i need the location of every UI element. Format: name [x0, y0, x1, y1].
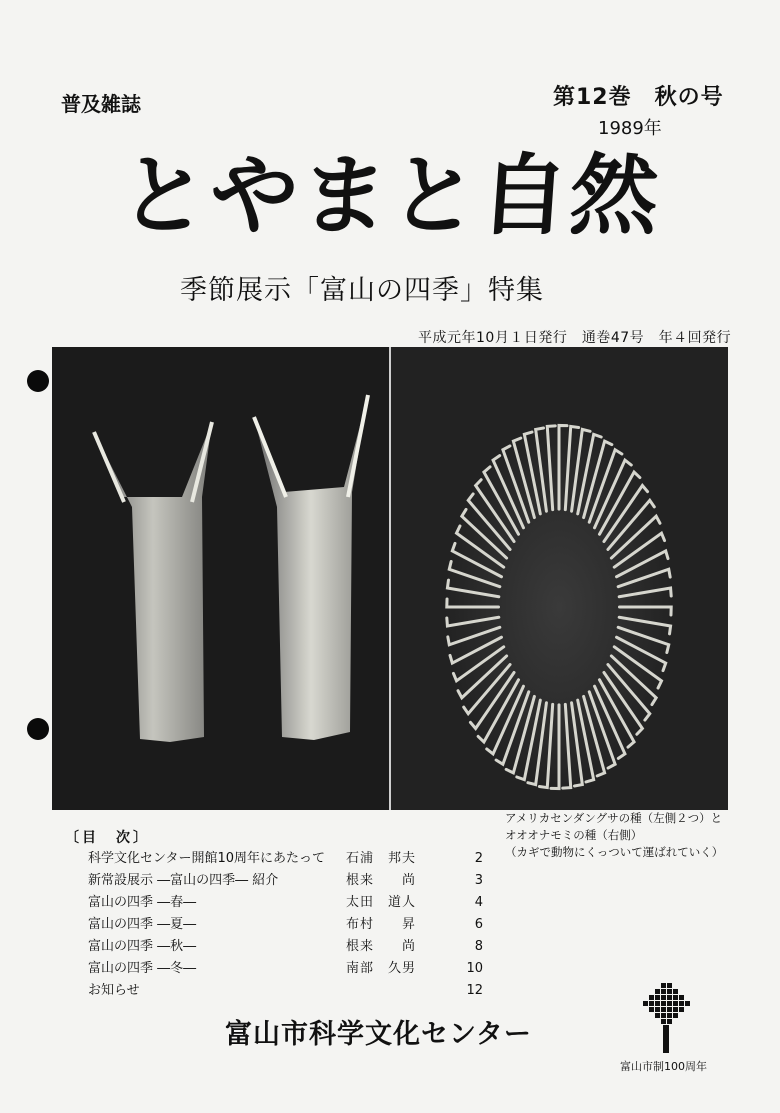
- seed-left: [94, 422, 212, 742]
- caption-line: アメリカセンダングサの種（左側２つ）と: [505, 811, 723, 825]
- caption-line: オオオナモミの種（右側）: [505, 828, 643, 842]
- toc-entry-title: お知らせ: [88, 983, 140, 998]
- toc-entry-author: 布村 昇: [346, 917, 417, 932]
- toc-entry[interactable]: [88, 936, 483, 958]
- toc-entry[interactable]: [88, 870, 483, 892]
- table-of-contents: [88, 848, 483, 1002]
- toc-entry-author: 太田 道人: [346, 895, 417, 910]
- cover-photo: [52, 347, 728, 810]
- toc-entry[interactable]: [88, 848, 483, 870]
- toc-entry-author: 南部 久男: [346, 961, 417, 976]
- feature-subtitle: 季節展示「富山の四季」特集: [180, 275, 544, 306]
- toc-entry-title: 科学文化センター開館10周年にあたって: [88, 851, 326, 866]
- toc-entry-page: 6: [474, 917, 483, 932]
- toc-entry[interactable]: [88, 914, 483, 936]
- toc-entry-page: 12: [466, 983, 483, 998]
- cocklebur-seed-photo: [391, 347, 728, 810]
- toc-entry-page: 10: [466, 961, 483, 976]
- binder-hole-bottom: [27, 718, 49, 740]
- bur-marigold-seeds-photo: [52, 347, 389, 810]
- year-label: 1989年: [598, 118, 662, 139]
- toc-entry-author: 石浦 邦夫: [346, 851, 417, 866]
- photo-caption: [505, 810, 723, 861]
- toc-entry-author: 根来 尚: [346, 939, 417, 954]
- publisher-name: 富山市科学文化センター: [225, 1019, 532, 1050]
- toc-entry[interactable]: [88, 980, 483, 1002]
- issue-info: 平成元年10月１日発行 通巻47号 年４回発行: [418, 330, 732, 346]
- toc-entry-title: 富山の四季 ―秋―: [88, 939, 197, 954]
- centennial-label: 富山市制100周年: [620, 1060, 707, 1073]
- caption-line: （カギで動物にくっついて運ばれていく）: [505, 845, 724, 859]
- series-label: 普及雑誌: [61, 92, 141, 116]
- toc-entry-title: 富山の四季 ―夏―: [88, 917, 197, 932]
- toc-entry-page: 4: [474, 895, 483, 910]
- toc-entry[interactable]: [88, 958, 483, 980]
- toc-entry-title: 富山の四季 ―冬―: [88, 961, 197, 976]
- binder-hole-top: [27, 370, 49, 392]
- volume-label: 第12巻 秋の号: [553, 85, 724, 110]
- seed-right: [254, 395, 368, 740]
- toc-entry-page: 8: [474, 939, 483, 954]
- magazine-title: とやまと自然: [116, 143, 664, 247]
- city-centennial-emblem-icon: [641, 983, 691, 1059]
- toc-entry-page: 2: [474, 851, 483, 866]
- toc-entry[interactable]: [88, 892, 483, 914]
- toc-entry-title: 富山の四季 ―春―: [88, 895, 197, 910]
- toc-entry-author: 根来 尚: [346, 873, 417, 888]
- toc-heading: 〔目 次〕: [65, 830, 150, 846]
- toc-entry-page: 3: [474, 873, 483, 888]
- toc-entry-title: 新常設展示 ―富山の四季― 紹介: [88, 873, 279, 888]
